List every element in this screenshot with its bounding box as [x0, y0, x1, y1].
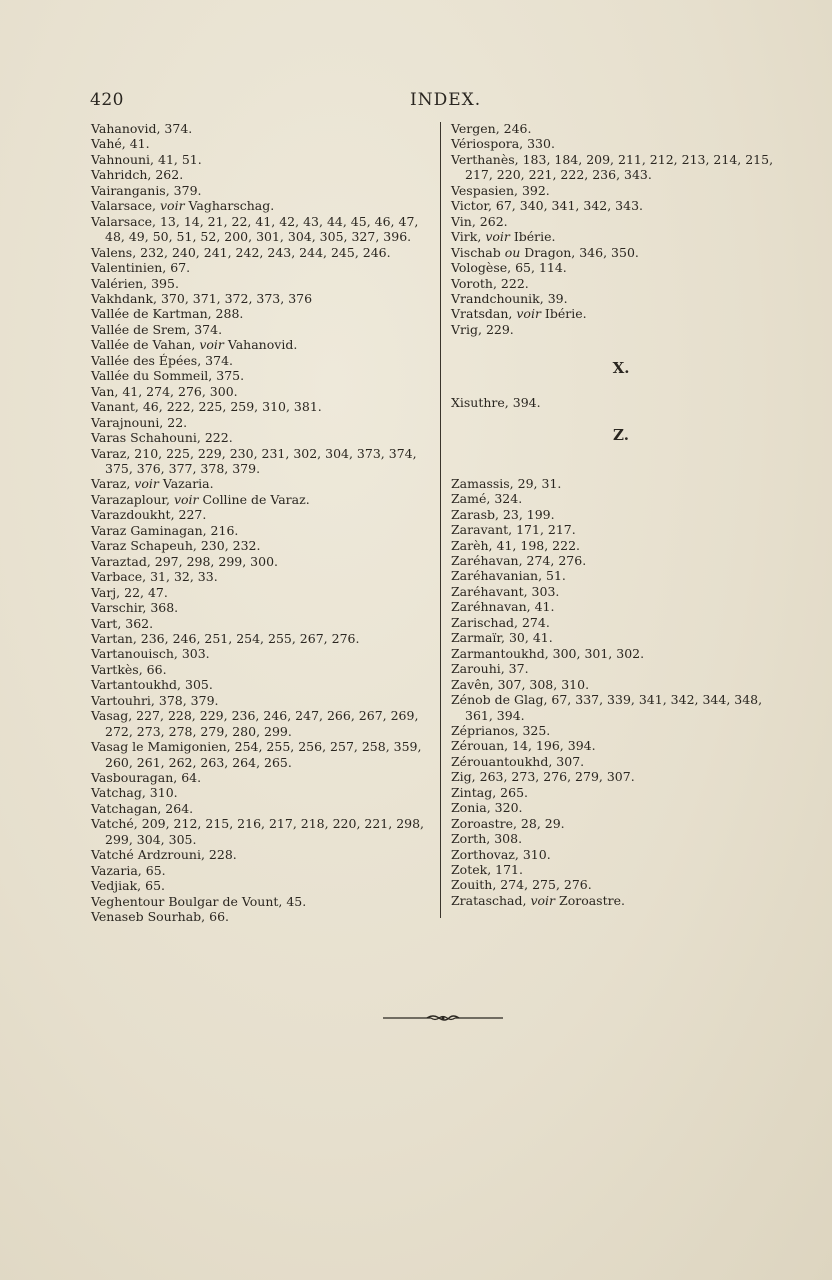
index-entry-text: Zérouan, 14, 196, 394. — [451, 738, 596, 754]
cross-reference-word: voir — [173, 491, 199, 507]
index-entry — [451, 661, 791, 676]
cross-reference-word: voir — [485, 229, 510, 245]
cross-reference-word: voir — [159, 198, 185, 214]
index-entry — [91, 816, 436, 847]
index-entry — [91, 770, 436, 785]
index-entry-text: Vrandchounik, 39. — [451, 290, 568, 306]
index-entry-text: Valarsace, 13, 14, 21, 22, 41, 42, 43, 44, 45, 46, 47, 48, 49, 50, 51, 52, 200, 301, 304, 305, 327, 396. — [91, 213, 419, 245]
index-entry — [91, 245, 436, 260]
cross-reference-word: voir — [530, 892, 556, 908]
index-entry-text: Colline de Varaz. — [198, 491, 310, 507]
index-entry — [91, 415, 436, 430]
index-entry-text: Vallée des Épées, 374. — [91, 352, 233, 368]
index-entry-text: Vartkès, 66. — [91, 661, 167, 677]
index-entry-text: Zotek, 171. — [451, 862, 523, 878]
index-entry-text: Vedjiak, 65. — [91, 878, 166, 894]
index-entry — [91, 600, 436, 615]
index-entry — [451, 491, 791, 506]
index-entry — [451, 893, 791, 908]
index-entry — [451, 754, 791, 769]
index-entry-text: Varajnouni, 22. — [91, 414, 188, 430]
index-entry — [451, 738, 791, 753]
index-entry-text: Varaz Schapeuh, 230, 232. — [91, 538, 261, 554]
index-entry-text: Vespasien, 392. — [451, 182, 550, 198]
index-entry-text: Veghentour Boulgar de Vount, 45. — [91, 893, 307, 909]
closing-ornament — [383, 1014, 503, 1022]
index-entry — [451, 816, 791, 831]
index-entry — [451, 306, 791, 321]
index-entry — [451, 245, 791, 260]
index-entry-text: Valérien, 395. — [91, 275, 179, 291]
index-entry-text: Vratsdan, — [451, 306, 517, 322]
index-list-x — [451, 395, 791, 410]
index-entry — [451, 322, 791, 337]
index-entry-text: Varbace, 31, 32, 33. — [91, 569, 218, 585]
index-entry — [451, 692, 791, 723]
index-entry — [451, 800, 791, 815]
index-entry — [451, 553, 791, 568]
index-entry — [91, 136, 436, 151]
index-entry-text: Zarischad, 274. — [451, 614, 550, 630]
index-entry — [451, 214, 791, 229]
index-entry-text: Verthanès, 183, 184, 209, 211, 212, 213, 214, 215, 217, 220, 221, 222, 236, 343. — [451, 151, 774, 183]
running-head: INDEX. — [410, 90, 482, 110]
column-rule — [440, 122, 441, 918]
index-entry-text: Zouith, 274, 275, 276. — [451, 877, 592, 893]
index-entry-text: Varazdoukht, 227. — [91, 507, 207, 523]
section-heading-x: X. — [612, 359, 630, 378]
index-entry — [451, 769, 791, 784]
index-entry — [91, 337, 436, 352]
index-entry — [91, 198, 436, 213]
index-entry-text: Vanant, 46, 222, 225, 259, 310, 381. — [91, 399, 322, 415]
index-entry — [451, 877, 791, 892]
index-entry-text: Varaz Gaminagan, 216. — [91, 522, 239, 538]
index-entry — [451, 831, 791, 846]
index-entry-text: Vallée de Vahan, — [91, 337, 200, 353]
index-entry — [451, 723, 791, 738]
index-entry-text: Varaz, 210, 225, 229, 230, 231, 302, 304, 373, 374, 375, 376, 377, 378, 379. — [91, 445, 417, 476]
index-entry — [451, 677, 791, 692]
index-entry — [451, 136, 791, 151]
index-entry-text: Varaz, — [91, 476, 135, 492]
index-entry-text: Vartouhri, 378, 379. — [91, 692, 219, 708]
index-entry-text: Valentinien, 67. — [91, 260, 191, 276]
index-entry — [91, 646, 436, 661]
index-entry-text: Zrataschad, — [451, 892, 531, 908]
index-entry — [451, 785, 791, 800]
index-entry-text: Venaseb Sourhab, 66. — [91, 909, 230, 925]
cross-reference-word: voir — [134, 476, 159, 492]
index-entry — [91, 507, 436, 522]
index-entry — [91, 291, 436, 306]
index-entry-text: Vologèse, 65, 114. — [451, 260, 567, 276]
index-column-left — [91, 121, 436, 925]
index-entry-text: Vartanouisch, 303. — [91, 646, 210, 662]
index-entry — [451, 260, 791, 275]
index-entry-text: Vatchagan, 264. — [91, 800, 194, 816]
index-entry — [91, 538, 436, 553]
index-entry — [91, 368, 436, 383]
index-entry-text: Varaztad, 297, 298, 299, 300. — [91, 553, 279, 569]
index-entry — [91, 662, 436, 677]
index-entry-text: Vairanganis, 379. — [91, 182, 202, 198]
index-entry — [451, 507, 791, 522]
page-number: 420 — [90, 90, 124, 110]
index-entry-text: Vériospora, 330. — [451, 136, 555, 152]
index-entry-text: Varschir, 368. — [91, 600, 179, 616]
index-entry — [451, 862, 791, 877]
index-entry — [91, 399, 436, 414]
index-entry-text: Varas Schahouni, 222. — [91, 430, 233, 446]
index-entry — [451, 476, 791, 491]
index-entry — [91, 878, 436, 893]
index-entry-text: Victor, 67, 340, 341, 342, 343. — [451, 198, 644, 214]
index-entry-text: Zarmaïr, 30, 41. — [451, 630, 553, 646]
index-entry — [91, 554, 436, 569]
index-entry — [451, 847, 791, 862]
index-entry — [451, 584, 791, 599]
index-entry — [91, 276, 436, 291]
index-column-right — [451, 121, 791, 908]
index-entry-text: Vatché, 209, 212, 215, 216, 217, 218, 220, 221, 298, 299, 304, 305. — [91, 816, 425, 847]
index-entry — [451, 229, 791, 244]
index-entry-text: Voroth, 222. — [451, 275, 529, 291]
index-entry-text: Vergen, 246. — [451, 121, 532, 136]
index-entry-text: Xisuthre, 394. — [451, 394, 541, 410]
index-entry-text: Vakhdank, 370, 371, 372, 373, 376 — [91, 290, 313, 306]
index-entry-text: Zénob de Glag, 67, 337, 339, 341, 342, 344, 348, 361, 394. — [451, 692, 763, 723]
index-entry — [91, 167, 436, 182]
index-entry — [91, 183, 436, 198]
index-entry — [91, 585, 436, 600]
index-entry-text: Varj, 22, 47. — [91, 584, 168, 600]
index-entry-text: Zoroastre. — [555, 892, 625, 908]
index-entry — [451, 183, 791, 198]
index-entry-text: Vallée du Sommeil, 375. — [91, 368, 245, 384]
index-entry-text: Zavên, 307, 308, 310. — [451, 676, 590, 692]
index-entry-text: Vin, 262. — [451, 213, 508, 229]
index-entry-text: Zamé, 324. — [451, 491, 523, 507]
index-entry-text: Zaréhavanian, 51. — [451, 568, 566, 584]
index-entry — [91, 569, 436, 584]
index-entry — [91, 121, 436, 136]
index-entry — [451, 630, 791, 645]
index-entry-text: Vahridch, 262. — [91, 167, 184, 183]
index-entry-text: Vahé, 41. — [91, 136, 150, 152]
index-entry — [451, 152, 791, 183]
index-entry-text: Zarouhi, 37. — [451, 661, 529, 677]
index-entry — [91, 847, 436, 862]
index-entry-text: Vatché Ardzrouni, 228. — [91, 847, 237, 863]
index-entry-text: Vazaria, 65. — [91, 862, 166, 878]
index-entry — [451, 291, 791, 306]
index-entry — [91, 353, 436, 368]
index-entry — [451, 568, 791, 583]
index-entry-text: Zaravant, 171, 217. — [451, 522, 576, 538]
index-entry — [91, 322, 436, 337]
index-entry-text: Vasag le Mamigonien, 254, 255, 256, 257, 258, 359, 260, 261, 262, 263, 264, 265. — [91, 739, 422, 770]
index-entry-text: Vasag, 227, 228, 229, 236, 246, 247, 266, 267, 269, 272, 273, 278, 279, 280, 299. — [91, 708, 419, 739]
index-entry-text: Vatchag, 310. — [91, 785, 178, 801]
index-entry-text: Zamassis, 29, 31. — [451, 475, 562, 491]
index-entry-text: Varazaplour, — [91, 491, 174, 507]
index-entry-text: Vagharschag. — [184, 198, 275, 214]
cross-reference-word: ou — [504, 244, 521, 260]
index-list-v — [451, 121, 791, 337]
index-entry-text: Vallée de Srem, 374. — [91, 321, 223, 337]
index-entry-text: Zorthovaz, 310. — [451, 846, 551, 862]
index-entry — [451, 522, 791, 537]
index-entry — [451, 646, 791, 661]
index-entry — [91, 523, 436, 538]
section-heading-z: Z. — [613, 426, 629, 445]
index-entry — [91, 909, 436, 924]
index-entry-text: Vahanovid. — [223, 337, 298, 353]
index-entry — [91, 801, 436, 816]
index-entry-text: Zonia, 320. — [451, 800, 523, 816]
index-entry-text: Zarasb, 23, 199. — [451, 506, 555, 522]
index-entry-text: Zérouantoukhd, 307. — [451, 753, 585, 769]
index-entry-text: Zintag, 265. — [451, 784, 528, 800]
index-entry-text: Zarèh, 41, 198, 222. — [451, 537, 580, 553]
index-list-z — [451, 476, 791, 909]
index-entry-text: Zaréhavan, 274, 276. — [451, 552, 587, 568]
index-entry — [91, 152, 436, 167]
index-entry — [451, 538, 791, 553]
index-entry-text: Zéprianos, 325. — [451, 722, 551, 738]
index-entry-text: Ibérie. — [509, 229, 556, 245]
index-entry-text: Zorth, 308. — [451, 831, 523, 847]
index-entry-text: Vazaria. — [158, 476, 214, 492]
index-entry-text: Vahnouni, 41, 51. — [91, 151, 202, 167]
index-entry — [91, 739, 436, 770]
index-entry — [91, 631, 436, 646]
index-entry — [91, 616, 436, 631]
index-entry-text: Vrig, 229. — [451, 321, 514, 337]
index-entry — [451, 198, 791, 213]
index-entry — [451, 276, 791, 291]
index-entry — [91, 863, 436, 878]
cross-reference-word: voir — [516, 306, 541, 322]
cross-reference-word: voir — [199, 337, 224, 353]
index-entry — [91, 430, 436, 445]
index-entry-text: Ibérie. — [540, 306, 587, 322]
index-entry — [91, 214, 436, 245]
index-entry-text: Zig, 263, 273, 276, 279, 307. — [451, 769, 635, 785]
index-entry-text: Vahanovid, 374. — [91, 121, 193, 136]
index-entry-text: Zaréhavant, 303. — [451, 583, 560, 599]
index-entry — [91, 384, 436, 399]
index-entry-text: Zaréhnavan, 41. — [451, 599, 555, 615]
index-entry — [451, 599, 791, 614]
index-entry — [91, 306, 436, 321]
index-entry — [91, 260, 436, 275]
index-entry-text: Valarsace, — [91, 198, 160, 214]
index-entry — [91, 693, 436, 708]
index-entry — [451, 395, 791, 410]
index-entry — [451, 121, 791, 136]
index-entry — [91, 492, 436, 507]
index-entry-text: Vasbouragan, 64. — [91, 770, 202, 786]
index-entry-text: Vischab — [451, 244, 505, 260]
index-entry-text: Virk, — [451, 229, 486, 245]
index-entry — [91, 446, 436, 477]
index-entry — [91, 785, 436, 800]
index-entry-text: Zarmantoukhd, 300, 301, 302. — [451, 645, 645, 661]
index-entry — [91, 476, 436, 491]
index-entry-text: Vallée de Kartman, 288. — [91, 306, 244, 322]
index-entry — [91, 894, 436, 909]
index-entry-text: Vart, 362. — [91, 615, 154, 631]
index-entry-text: Van, 41, 274, 276, 300. — [91, 383, 238, 399]
index-entry-text: Dragon, 346, 350. — [520, 244, 639, 260]
index-entry-text: Vartantoukhd, 305. — [91, 677, 213, 693]
index-entry-text: Zoroastre, 28, 29. — [451, 815, 565, 831]
index-entry — [91, 708, 436, 739]
index-entry-text: Valens, 232, 240, 241, 242, 243, 244, 245, 246. — [91, 244, 391, 260]
index-entry-text: Vartan, 236, 246, 251, 254, 255, 267, 276. — [91, 630, 360, 646]
index-entry — [451, 615, 791, 630]
index-entry — [91, 677, 436, 692]
